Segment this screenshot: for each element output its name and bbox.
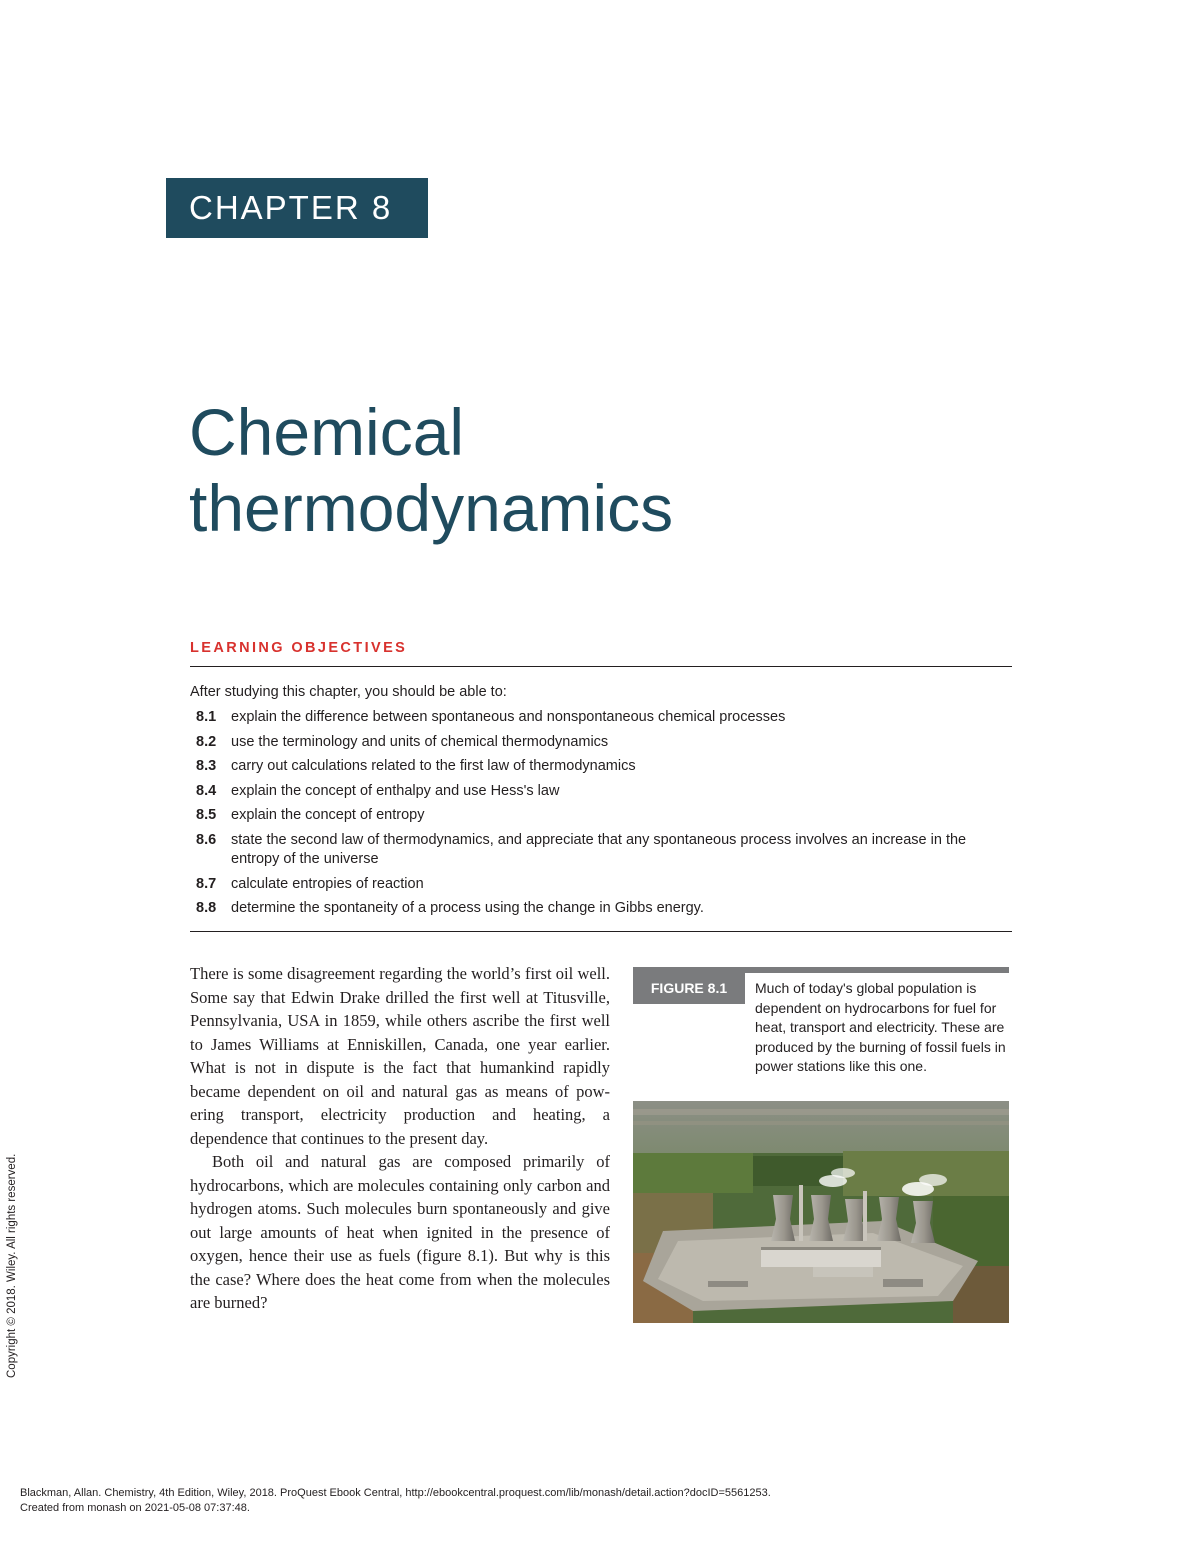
divider-top — [190, 666, 1012, 667]
objective-number: 8.4 — [196, 782, 217, 799]
learning-objectives-heading: LEARNING OBJECTIVES — [190, 640, 408, 656]
objective-number: 8.3 — [196, 758, 217, 774]
objective-text: explain the concept of entropy — [231, 807, 425, 823]
learning-objectives-list — [190, 708, 990, 924]
chapter-title — [189, 394, 989, 546]
objective-text: determine the spontaneity of a process using the change in Gibbs energy. — [231, 900, 704, 916]
body-paragraph-1: There is some disagreement regarding the world’s first oil well. Some say that Edwin Drake drilled the first well at Titusville, Pennsylvania, USA in 1859, while others ascribe the first well to James Williams at Enniskillen, Canada, one year earlier. What is not in dispute is the fact that humankind rapidly became dependent on oil and natural gas as means of pow-ering transport, electricity production and heating, a dependence that continues to the present day. — [190, 964, 610, 1148]
footer-line-1: Blackman, Allan. Chemistry, 4th Edition, Wiley, 2018. ProQuest Ebook Central, http://ebookcentral.proquest.com/lib/monash/detail.action?docID=5561253. — [20, 1487, 771, 1499]
chapter-title-line2: thermodynamics — [189, 471, 674, 545]
power-station-photo — [633, 1101, 1009, 1323]
objective-number: 8.7 — [196, 875, 217, 892]
footer-line-2: Created from monash on 2021-05-08 07:37:48. — [20, 1502, 250, 1514]
objective-item — [190, 806, 990, 826]
side-copyright: Copyright © 2018. Wiley. All rights reserved. — [6, 1153, 18, 1378]
objective-item — [190, 875, 990, 895]
objective-text: state the second law of thermodynamics, and appreciate that any spontaneous process involves an increase in the entropy of the universe — [231, 831, 967, 867]
learning-objectives-intro: After studying this chapter, you should be able to: — [190, 684, 507, 700]
objective-text: calculate entropies of reaction — [231, 875, 424, 892]
objective-text: carry out calculations related to the first law of thermodynamics — [231, 758, 636, 774]
objective-number: 8.8 — [196, 900, 217, 916]
body-paragraph-2: Both oil and natural gas are composed primarily of hydrocarbons, which are molecules containing only carbon and hydrogen atoms. Such molecules burn spontaneously and give out large amounts of heat when ignited in the presence of oxygen, hence their use as fuels (figure 8.1). But why is this the case? Where does the heat come from when the molecules are burned? — [190, 1152, 610, 1312]
chapter-title-line1: Chemical — [189, 395, 465, 469]
objective-text: explain the concept of enthalpy and use Hess's law — [231, 782, 560, 799]
figure-caption: Much of today's global population is dependent on hydrocarbons for fuel for heat, transport and electricity. These are produced by the burning of fossil fuels in power stations like this one. — [755, 980, 1006, 1074]
objective-number: 8.2 — [196, 733, 217, 750]
body-text — [190, 962, 610, 1315]
objective-item — [190, 899, 990, 919]
figure-label: FIGURE 8.1 — [633, 973, 745, 1004]
objective-item — [190, 708, 990, 728]
footer-citation — [20, 1486, 771, 1516]
objective-item — [190, 733, 990, 753]
objective-number: 8.6 — [196, 831, 217, 848]
divider-bottom — [190, 931, 1012, 932]
objective-item — [190, 782, 990, 802]
objective-number: 8.1 — [196, 709, 217, 725]
objective-item — [190, 831, 990, 870]
objective-text: explain the difference between spontaneous and nonspontaneous chemical processes — [231, 709, 786, 725]
objective-number: 8.5 — [196, 807, 217, 823]
objective-item — [190, 757, 990, 777]
objective-text: use the terminology and units of chemical thermodynamics — [231, 733, 609, 750]
chapter-label: CHAPTER 8 — [166, 178, 428, 238]
